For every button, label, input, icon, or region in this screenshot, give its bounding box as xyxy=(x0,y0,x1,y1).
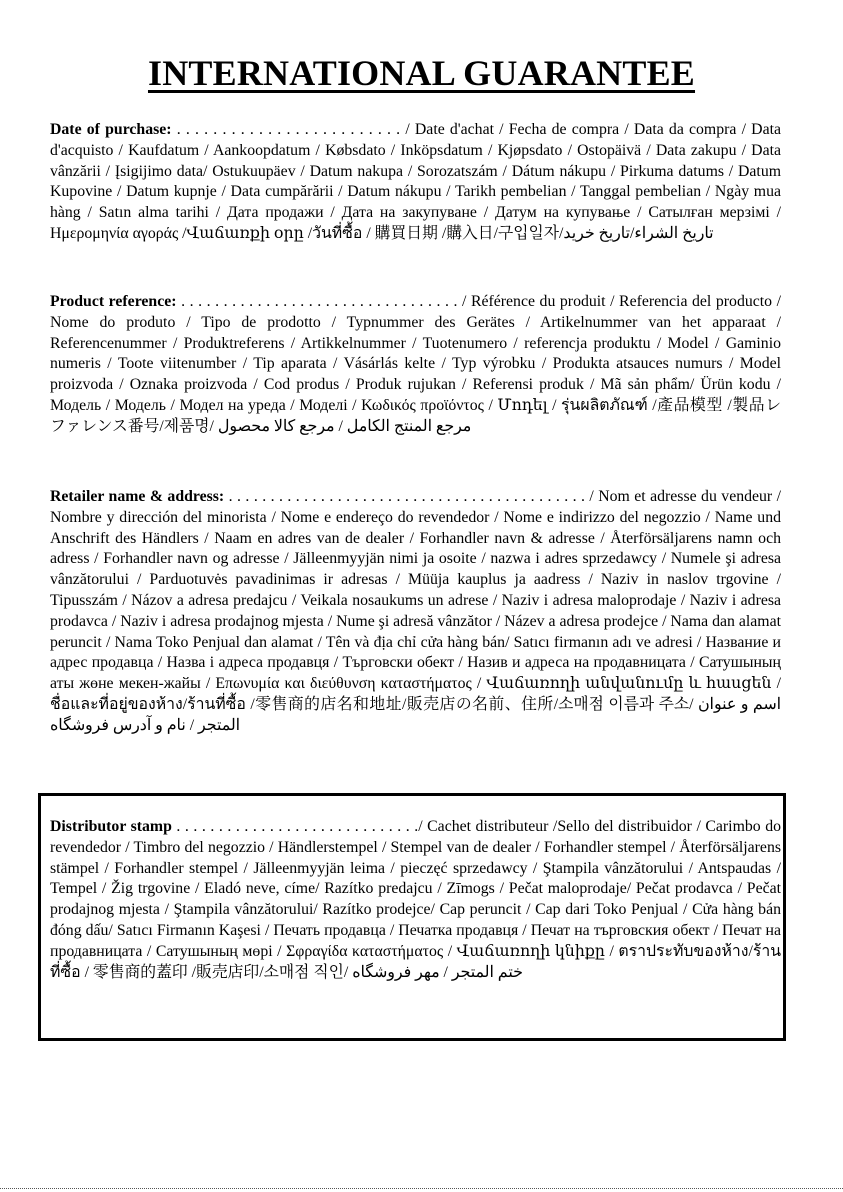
distributor-stamp-label: Distributor stamp xyxy=(50,818,172,835)
product-reference-label: Product reference: xyxy=(50,293,177,310)
retailer-section xyxy=(50,487,781,737)
page-title: INTERNATIONAL GUARANTEE xyxy=(147,53,696,93)
product-reference-section xyxy=(50,292,781,438)
date-of-purchase-fill-line: . . . . . . . . . . . . . . . . . . . . . . . . . xyxy=(171,121,406,138)
product-reference-fill-line: . . . . . . . . . . . . . . . . . . . . . . . . . . . . . . . . . xyxy=(176,293,463,310)
bottom-dotted-divider xyxy=(0,1188,843,1189)
date-of-purchase-label: Date of purchase: xyxy=(50,121,172,138)
distributor-stamp-fill-line: . . . . . . . . . . . . . . . . . . . . . . . . . . . . xyxy=(171,818,415,835)
distributor-stamp-box xyxy=(38,793,786,1041)
retailer-translations: / Nom et adresse du vendeur / Nombre y dirección del minorista / Nome e endereço do revendedor / Nome e indirizzo del negozzio / Name und Anschrift des Händlers / Naam en adres van de dealer / Forhandler navn & adresse / Återförsäljarens namn och adress / Forhandler navn og adresse / Jälleenmyyjän nimi ja osoite / nazwa i adres sprzedawcy / Numele şi adresa vânzătorului / Parduotuvės pavadinimas ir adresas / Müüja kauplus ja aadress / Naziv in naslov trgovine / Tipusszám / Názov a adresa predajcu / Veikala nosaukums un adrese / Naziv i adresa maloprodaje / Naziv i adresa prodavca / Naziv i adresa prodajnog mjesta / Nume şi adresă vânzător / Název a adresa prodejce / Nama dan alamat peruncit / Nama Toko Penjual dan alamat / Tên và địa chỉ cửa hàng bán/ Satıcı firmanın adı ve adresi / Название и адрес продавца / Назва і адреса продавця / Търговски обект / Назив и адреса на продавницата / Сатушының аты жөне мекен-жайы / Επωνυμία και διεύθυνση καταστήματος / Վաճառողի անվանումը և հասցեն / ชื่อและที่อยู่ของห้าง/ร้านที่ซื้อ /零售商的店名和地址/販売店の名前、住所/소매점 이름과 주소/ اسم و عنوان المتجر / نام و آدرس فروشگاه xyxy=(50,488,782,734)
date-of-purchase-section xyxy=(50,120,781,245)
retailer-fill-line: . . . . . . . . . . . . . . . . . . . . . . . . . . . . . . . . . . . . . . . . . . . xyxy=(224,488,590,505)
retailer-label: Retailer name & address: xyxy=(50,488,225,505)
distributor-stamp-translations: ./ Cachet distributeur /Sello del distribuidor / Carimbo do revendedor / Timbro del negozzio / Händlerstempel / Stempel van de dealer / Forhandler stempel / Återförsäljarens stämpel / Forhandler stempel / Jälleenmyyjän leima / pieczęć sprzedawcy / Ştampila vânzătorului / Antspaudas / Tempel / Žig trgovine / Eladó neve, címe/ Razítko predajcu / Zīmogs / Pečat maloprodaje/ Pečat prodavca / Pečat prodajnog mjesta / Ştampila vânzătorului/ Razítko prodejce/ Cap peruncit / Cap dari Toko Penjual / Cửa hàng bán đóng dấu/ Satıcı Firmanın Kaşesi / Печать продавца / Печатка продавця / Печат на търговския обект / Печат на продавницата / Сатушының мөрі / Σφραγίδα καταστήματος / Վաճառողի կնիքը / ตราประทับของห้าง/ร้านที่ซื้อ / 零售商的蓋印 /販売店印/소매점 직인/ ختم المتجر / مهر فروشگاه xyxy=(50,818,781,981)
distributor-stamp-section xyxy=(50,817,781,983)
product-reference-translations: / Référence du produit / Referencia del producto / Nome do produto / Tipo de prodotto / Typnummer des Gerätes / Artikelnummer van het apparaat / Referencenummer / Produktreferens / Artikkelnummer / Tuotenumero / referencja produktu / Model / Gaminio numeris / Toote viitenumber / Tip aparata / Vásárlás kelte / Typ výrobku / Produkta atsauces numurs / Model proizvoda / Oznaka proizvoda / Cod produs / Produk rujukan / Referensi produk / Mã sản phẩm/ Ürün kodu / Модель / Модель / Модел на уреда / Моделі / Κωδικός προϊόντος / Մոդել / รุ่นผลิตภัณฑ์ /產品模型 /製品レファレンス番号/제품명/ مرجع المنتج الكامل / مرجع کالا محصول xyxy=(50,293,781,435)
date-of-purchase-translations: / Date d'achat / Fecha de compra / Data da compra / Data d'acquisto / Kaufdatum / Aankoopdatum / Købsdato / Inköpsdatum / Kjøpsdato / Ostopäivä / Data zakupu / Data vânzării / Įsigijimo data/ Ostukuupäev / Datum nakupa / Sorozatszám / Dátum nákupu / Pirkuma datums / Datum Kupovine / Datum kupnje / Data cumpărării / Datum nákupu / Tarikh pembelian / Tanggal pembelian / Ngày mua hàng / Satın alma tarihi / Дата продажи / Дата на закупуване / Датум на купување / Сатылған мерзімі / Ημερομηνία αγοράς /Վաճառքի օրը /วันที่ซื้อ / 購買日期 /購入日/구입일자/تاريخ الشراء/تاریخ خرید xyxy=(50,121,781,242)
